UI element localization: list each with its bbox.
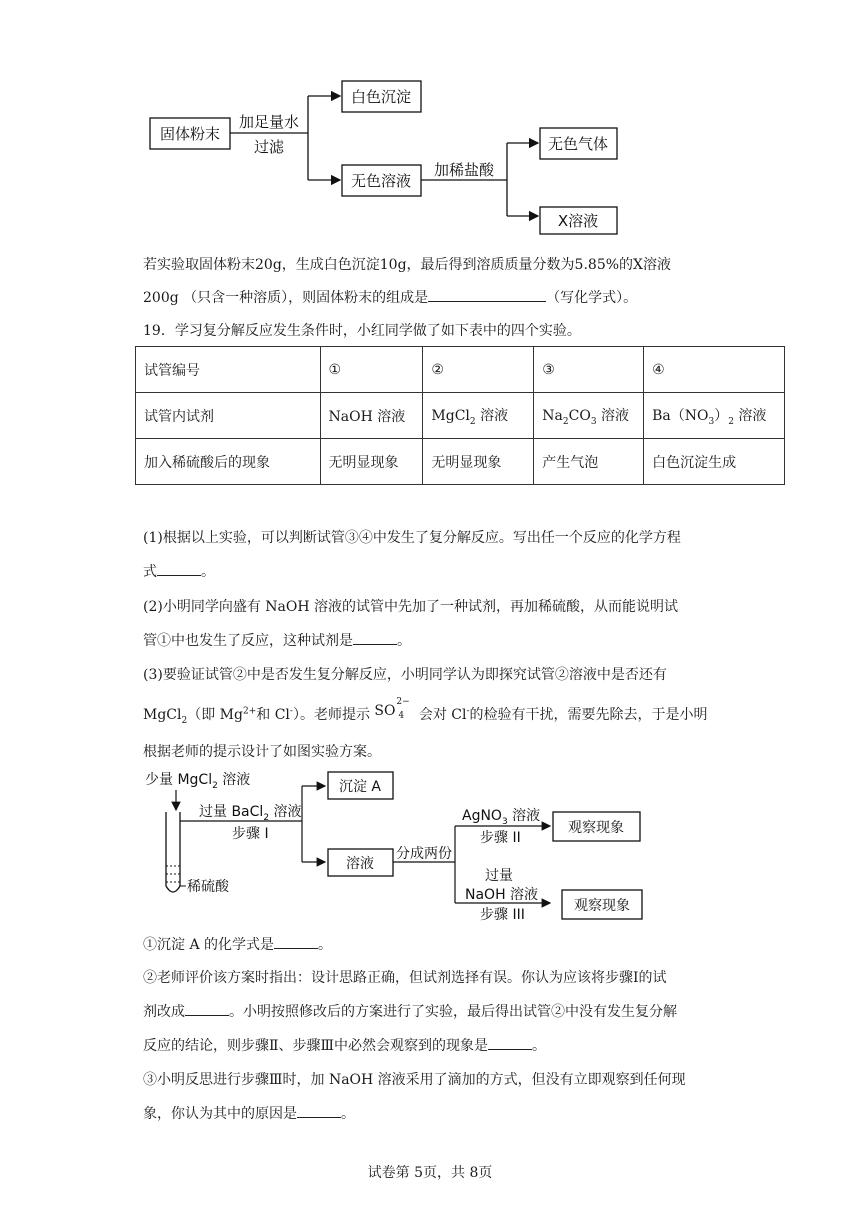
box-precipitate-a-label: 沉淀 A — [338, 779, 382, 795]
p2-line2: 管①中也发生了反应，这种试剂是 。 — [143, 633, 411, 649]
answer-blank[interactable] — [488, 1037, 532, 1050]
flow1-step-bottom: 过滤 — [253, 138, 285, 156]
table-cell: ④ — [644, 347, 785, 393]
p3-line2: MgCl$_2$（即 $Mg^{2+}$和 Cl-）。老师提示 SO 2− 4 会对 Cl-的检验有干扰，需要先除去，于是小明 — [143, 697, 708, 726]
table-row — [136, 439, 785, 485]
flow2-top-label: 少量 MgCl$_2$ 溶液 — [145, 772, 251, 791]
sulfate-ion: SO 2− 4 — [374, 697, 410, 721]
table-cell: MgCl$_2$ 溶液 — [423, 393, 534, 439]
flow2-step2: 步骤 II — [480, 830, 521, 846]
flow2-agno3: AgNO$_3$ 溶液 — [462, 808, 541, 827]
flowchart-2 — [140, 766, 650, 926]
table-cell: ① — [320, 347, 423, 393]
page-footer: 试卷第 5页，共 8页 — [367, 1165, 493, 1181]
box-observe-1-label: 观察现象 — [568, 820, 624, 836]
box-observe-2-label: 观察现象 — [574, 898, 630, 914]
p2-line1: (2)小明同学向盛有 NaOH 溶液的试管中先加了一种试剂，再加稀硫酸，从而能说明试 — [143, 599, 679, 615]
test-tube-icon — [166, 812, 180, 892]
p3-line1: (3)要验证试管②中是否发生复分解反应，小明同学认为即探究试管②溶液中是否还有 — [143, 667, 667, 683]
q18-line2: 200g （只含一种溶质），则固体粉末的组成是 （写化学式）。 — [143, 290, 638, 306]
table-cell: NaOH 溶液 — [320, 393, 423, 439]
table-cell: 试管编号 — [136, 347, 321, 393]
s2-line1: ②老师评价该方案时指出：设计思路正确，但试剂选择有误。你认为应该将步骤Ⅰ的试 — [143, 970, 667, 986]
box-solution-label: 溶液 — [346, 856, 374, 872]
answer-blank[interactable] — [157, 563, 201, 576]
s3-line1: ③小明反思进行步骤Ⅲ时，加 NaOH 溶液采用了滴加的方式，但没有立即观察到任何现 — [143, 1072, 686, 1088]
table-row — [136, 347, 785, 393]
table-row — [136, 393, 785, 439]
answer-blank[interactable] — [428, 289, 546, 302]
q18-line1: 若实验取固体粉末20g，生成白色沉淀10g，最后得到溶质质量分数为5.85%的X溶液 — [143, 257, 671, 273]
box-x-solution-label: X溶液 — [557, 212, 599, 230]
s2-line2: 剂改成 。小明按照修改后的方案进行了实验，最后得出试管②中没有发生复分解 — [143, 1004, 677, 1020]
flow2-tube-label: 稀硫酸 — [187, 879, 229, 895]
table-cell: 白色沉淀生成 — [644, 439, 785, 485]
p1-line2: 式 。 — [143, 564, 215, 580]
flow2-reagent: 过量 BaCl$_2$ 溶液 — [199, 804, 302, 823]
box-colorless-solution-label: 无色溶液 — [350, 172, 412, 190]
s1-line: ①沉淀 A 的化学式是 。 — [143, 937, 333, 953]
table-cell: 无明显现象 — [423, 439, 534, 485]
table-cell: ③ — [534, 347, 644, 393]
q19-intro: 19．学习复分解反应发生条件时，小红同学做了如下表中的四个实验。 — [143, 323, 581, 339]
flow2-step3: 步骤 III — [480, 907, 525, 923]
p1-line1: (1)根据以上实验，可以判断试管③④中发生了复分解反应。写出任一个反应的化学方程 — [143, 530, 681, 546]
answer-blank[interactable] — [297, 1105, 341, 1118]
box-solid-powder-label: 固体粉末 — [159, 125, 221, 143]
box-white-precipitate-label: 白色沉淀 — [350, 88, 412, 106]
table-cell: ② — [423, 347, 534, 393]
answer-blank[interactable] — [274, 936, 318, 949]
flow1-acid: 加稀盐酸 — [433, 161, 495, 179]
s3-line2: 象，你认为其中的原因是 。 — [143, 1106, 355, 1122]
flow1-step-top: 加足量水 — [238, 113, 300, 131]
answer-blank[interactable] — [185, 1003, 229, 1016]
table-cell: 试管内试剂 — [136, 393, 321, 439]
table-cell: 加入稀硫酸后的现象 — [136, 439, 321, 485]
flow2-naoh: NaOH 溶液 — [465, 887, 539, 903]
table-cell: $Na_2CO_3$ 溶液 — [534, 393, 644, 439]
answer-blank[interactable] — [353, 632, 397, 645]
s2-line3: 反应的结论，则步骤Ⅱ、步骤Ⅲ中必然会观察到的现象是 。 — [143, 1038, 547, 1054]
flow2-split: 分成两份 — [396, 846, 452, 862]
flowchart-1 — [140, 72, 640, 242]
experiment-table — [135, 346, 785, 485]
box-colorless-gas-label: 无色气体 — [547, 135, 609, 153]
table-cell: 无明显现象 — [320, 439, 423, 485]
flow2-step1: 步骤 I — [232, 826, 269, 842]
table-cell: $Ba(NO_3)_2$ 溶液 — [644, 393, 785, 439]
flow2-excess: 过量 — [485, 868, 513, 884]
table-cell: 产生气泡 — [534, 439, 644, 485]
p3-line3: 根据老师的提示设计了如图实验方案。 — [143, 744, 381, 760]
